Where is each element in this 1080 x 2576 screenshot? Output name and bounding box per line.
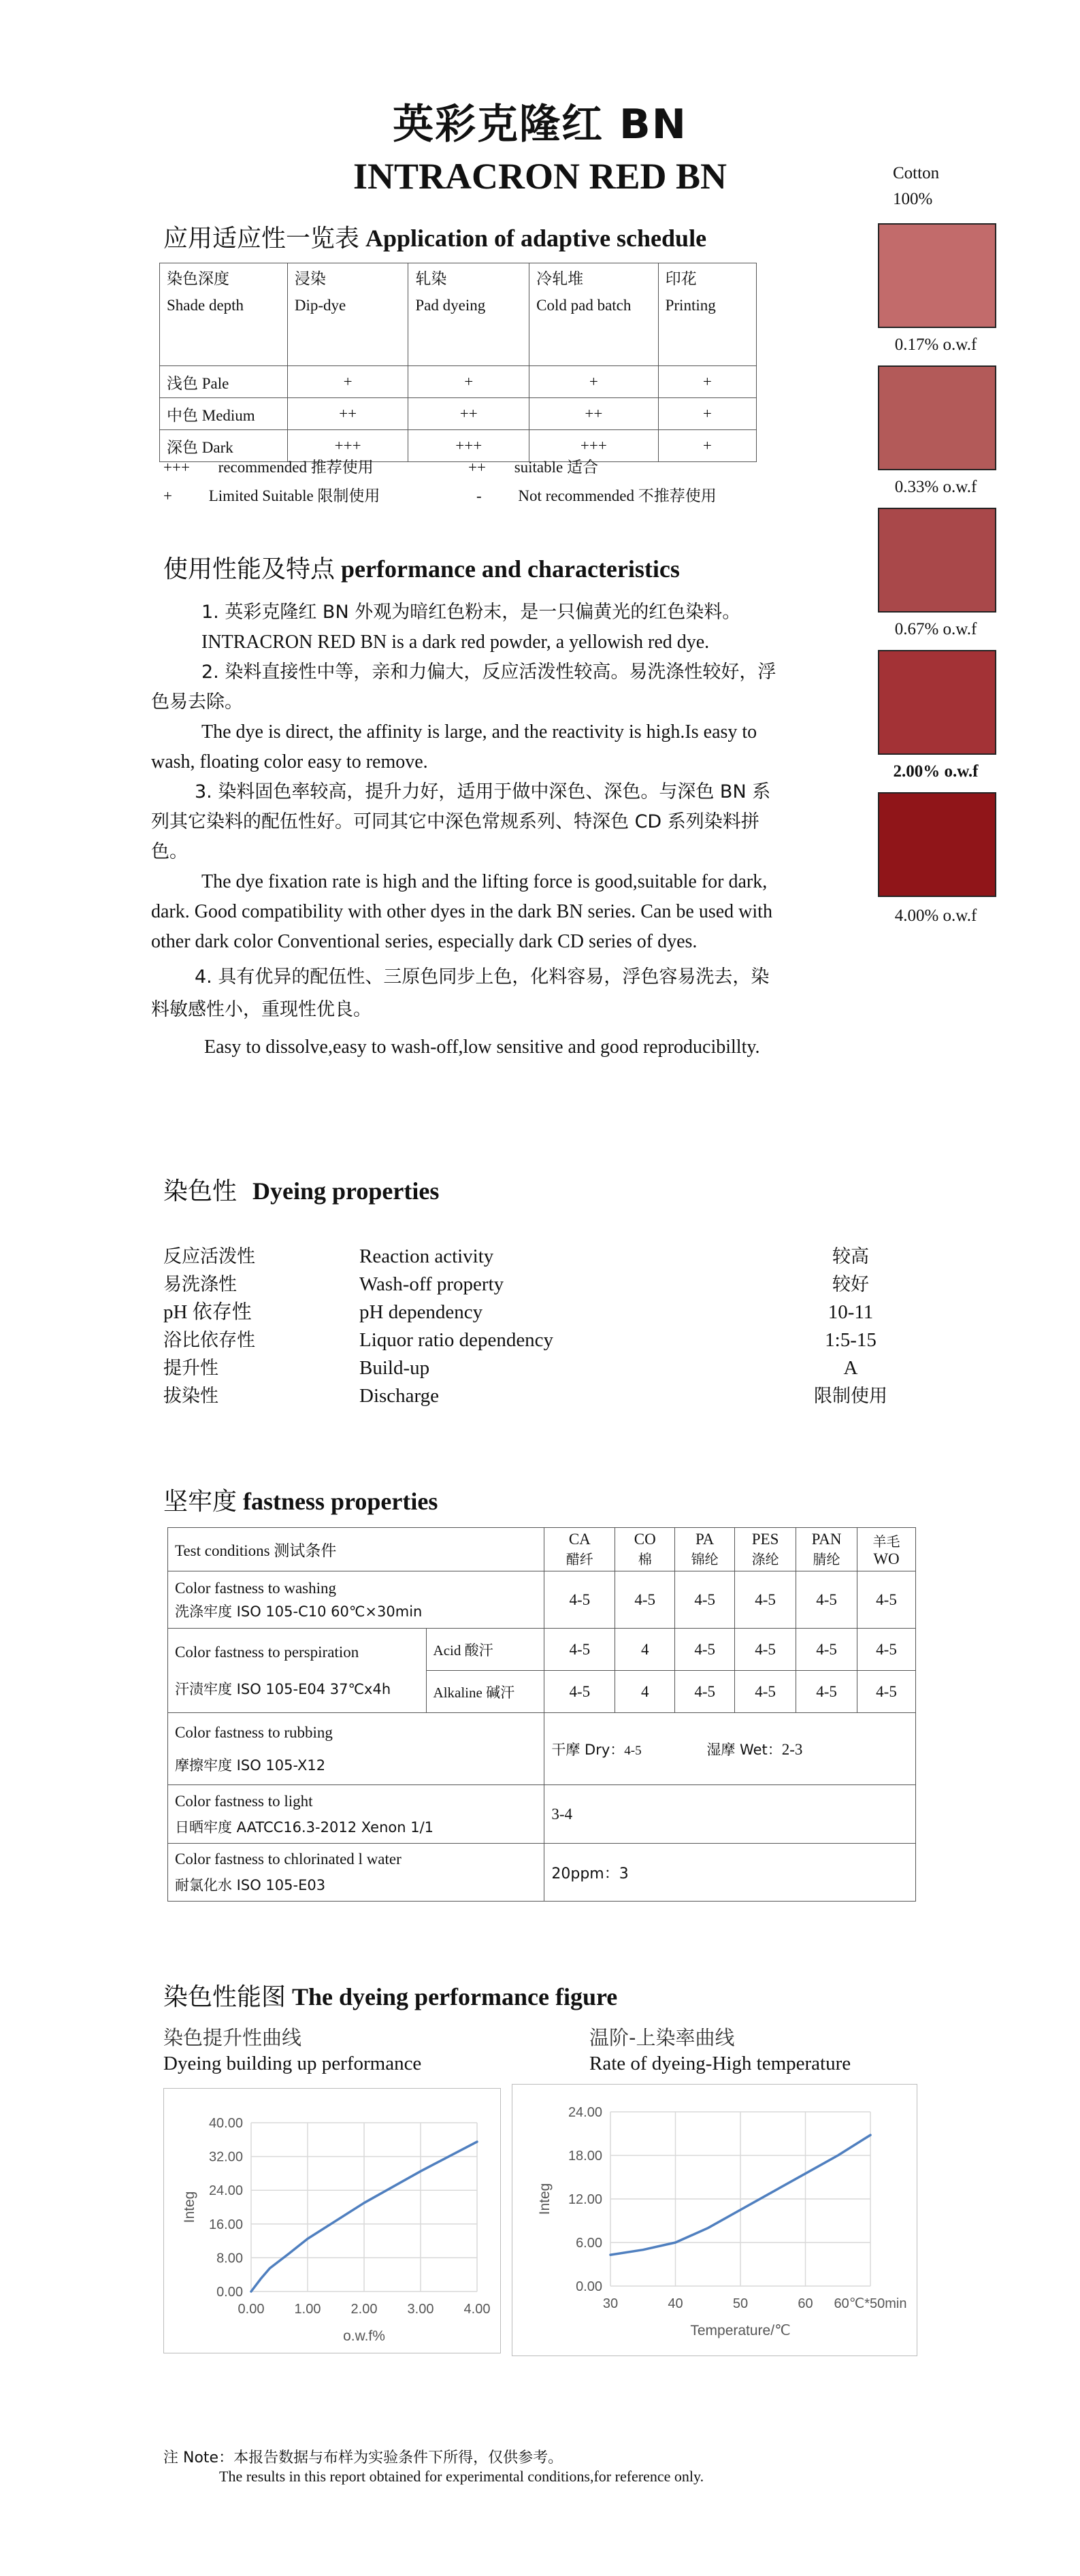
dyeing-row-value: 较好: [832, 1274, 869, 1295]
performance-p2-cn: 2. 染料直接性中等，亲和力偏大，反应活泼性较高。易洗涤性较好，浮色易去除。: [151, 662, 776, 713]
cell: 4: [615, 1671, 675, 1713]
col-en: Cold pad batch: [536, 297, 632, 314]
y-tick-label: 32.00: [208, 2149, 243, 2165]
x-tick-label: 60℃*50min: [834, 2296, 907, 2311]
x-tick-label: 30: [602, 2296, 619, 2311]
fastness-row-perspiration-acid: [168, 1629, 916, 1671]
col-shade-depth: [160, 263, 288, 366]
washing-cn: 洗涤牢度 ISO 105-C10 60℃×30min: [175, 1603, 423, 1620]
cell: ++: [529, 398, 658, 430]
legend-limited: [163, 483, 380, 506]
cell: 4-5: [675, 1571, 735, 1629]
dyeing-row-cn: 反应活泼性: [163, 1246, 255, 1267]
figure-heading-cn: 染色性能图: [163, 1983, 287, 2011]
table-row: [160, 398, 757, 430]
cell: +: [287, 366, 408, 398]
light-cn: 日晒牢度 AATCC16.3-2012 Xenon 1/1: [175, 1819, 434, 1836]
cell: 4: [615, 1629, 675, 1671]
cell: +++: [529, 430, 658, 462]
legend-suitable: [468, 455, 598, 477]
fiber-ca: [544, 1528, 615, 1571]
perspiration-cn: 汗渍牢度 ISO 105-E04 37℃x4h: [175, 1680, 391, 1697]
row-label: 浅色 Pale: [160, 366, 288, 398]
dyeing-heading: [163, 1172, 439, 1207]
washing-en: Color fastness to washing: [175, 1579, 337, 1597]
fiber-cn: 腈纶: [813, 1551, 840, 1567]
test-conditions-label: Test conditions 测试条件: [168, 1528, 544, 1571]
x-tick-label: 40: [668, 2296, 683, 2311]
cell: +: [529, 366, 658, 398]
right-chart-title-cn: 温阶-上染率曲线: [589, 2026, 735, 2049]
y-tick-label: 8.00: [216, 2251, 243, 2266]
col-en: Dip-dye: [294, 297, 346, 314]
cell: 4-5: [615, 1571, 675, 1629]
title-en: INTRACRON RED BN: [353, 156, 727, 197]
x-axis-label: o.w.f%: [343, 2328, 385, 2344]
alkaline-label: Alkaline 碱汗: [426, 1671, 544, 1713]
x-tick-label: 3.00: [407, 2302, 434, 2317]
temperature-chart: [512, 2085, 917, 2355]
fastness-heading: [163, 1482, 438, 1517]
x-axis-label: Temperature/℃: [690, 2323, 791, 2338]
swatch-header: [893, 161, 939, 212]
legend-text: Limited Suitable 限制使用: [208, 487, 380, 504]
wet-label: 湿摩 Wet：: [706, 1741, 782, 1758]
application-heading-cn: 应用适应性一览表: [163, 225, 360, 252]
y-tick-label: 0.00: [216, 2285, 243, 2300]
cell: 4-5: [675, 1629, 735, 1671]
building-up-chart-frame: [163, 2088, 501, 2353]
x-tick-label: 0.00: [238, 2302, 265, 2317]
dyeing-row: [163, 1271, 919, 1299]
cell: +++: [287, 430, 408, 462]
chlorinated-value: 20ppm：3: [544, 1844, 916, 1902]
dyeing-heading-en: Dyeing properties: [252, 1177, 440, 1205]
fiber-pes: [735, 1528, 796, 1571]
fiber-en: CO: [634, 1531, 656, 1548]
fastness-heading-cn: 坚牢度: [163, 1488, 238, 1516]
dyeing-row-value: 较高: [832, 1246, 869, 1267]
y-axis-label: Integ: [182, 2191, 197, 2223]
table-row: [160, 366, 757, 398]
right-chart-title-en: Rate of dyeing-High temperature: [589, 2053, 851, 2074]
rubbing-en: Color fastness to rubbing: [175, 1723, 333, 1741]
performance-p1-en: INTRACRON RED BN is a dark red powder, a yellowish red dye.: [201, 632, 710, 653]
fiber-pan: [796, 1528, 857, 1571]
legend-text: recommended 推荐使用: [218, 459, 374, 476]
y-tick-label: 40.00: [208, 2116, 243, 2131]
swatch-label-5: 4.00% o.w.f: [894, 907, 977, 925]
dyeing-row: [163, 1382, 919, 1410]
col-cold-pad-batch: [529, 263, 658, 366]
col-cn: 染色深度: [167, 270, 229, 288]
x-tick-label: 2.00: [350, 2302, 378, 2317]
col-cn: 印花: [665, 270, 697, 288]
cell: 4-5: [544, 1629, 615, 1671]
color-swatch-3: [878, 508, 996, 613]
cell: 4-5: [796, 1571, 857, 1629]
dyeing-heading-cn: 染色性: [163, 1177, 238, 1205]
dyeing-row-cn: 易洗涤性: [163, 1274, 237, 1295]
title-cn: 英彩克隆红 BN: [393, 101, 687, 148]
rubbing-values: [544, 1713, 916, 1785]
cell: 4-5: [735, 1629, 796, 1671]
performance-text: [151, 598, 777, 1064]
left-chart-title-en: Dyeing building up performance: [163, 2053, 422, 2074]
cell: 4-5: [735, 1671, 796, 1713]
light-value: 3-4: [544, 1785, 916, 1844]
dyeing-row-value: 限制使用: [814, 1386, 887, 1407]
fastness-row-light: [168, 1785, 916, 1844]
performance-heading-en: performance and characteristics: [341, 555, 680, 583]
dry-value: 4-5: [624, 1743, 642, 1758]
dyeing-row-cn: 浴比依存性: [163, 1330, 255, 1351]
fastness-table: [167, 1527, 916, 1902]
swatch-label-1: 0.17% o.w.f: [894, 336, 977, 354]
dyeing-row: [163, 1243, 919, 1271]
application-heading: [163, 219, 706, 254]
dyeing-row-cn: 拔染性: [163, 1386, 218, 1407]
fastness-row-washing: [168, 1571, 916, 1629]
cell: +: [658, 430, 756, 462]
chlorinated-en: Color fastness to chlorinated l water: [175, 1851, 402, 1868]
dyeing-row-value: 1:5-15: [825, 1329, 877, 1351]
swatch-label-3: 0.67% o.w.f: [894, 620, 977, 638]
wet-value: 2-3: [781, 1740, 803, 1758]
fastness-row-rubbing: [168, 1713, 916, 1785]
cell: ++: [408, 398, 529, 430]
cell: 4-5: [857, 1671, 916, 1713]
performance-p1-cn: 1. 英彩克隆红 BN 外观为暗红色粉末，是一只偏黄光的红色染料。: [201, 602, 741, 623]
application-table: [159, 263, 757, 462]
fiber-pa: [675, 1528, 735, 1571]
cell: +++: [408, 430, 529, 462]
y-tick-label: 6.00: [576, 2236, 602, 2251]
cell: 4-5: [735, 1571, 796, 1629]
cell: 4-5: [675, 1671, 735, 1713]
dyeing-row-en: Wash-off property: [359, 1273, 504, 1295]
color-swatch-4: [878, 650, 996, 755]
swatch-header-fabric: Cotton: [893, 164, 940, 182]
note-en: The results in this report obtained for experimental conditions,for reference only.: [219, 2468, 704, 2485]
cell: 4-5: [544, 1571, 615, 1629]
application-header-row: [160, 263, 757, 366]
dyeing-row: [163, 1326, 919, 1354]
dyeing-row-en: Discharge: [359, 1385, 440, 1407]
legend-symbol: +: [163, 487, 172, 504]
y-tick-label: 0.00: [576, 2279, 602, 2294]
fastness-row-chlorinated: [168, 1844, 916, 1902]
dyeing-row: [163, 1299, 919, 1326]
dyeing-row-value: A: [843, 1357, 858, 1379]
perspiration-en: Color fastness to perspiration: [175, 1643, 359, 1661]
col-en: Printing: [665, 297, 716, 314]
col-en: Shade depth: [167, 297, 244, 314]
legend-symbol: +++: [163, 459, 190, 476]
cell: 4-5: [544, 1671, 615, 1713]
col-cn: 冷轧堆: [536, 270, 584, 288]
cell: 4-5: [796, 1629, 857, 1671]
dyeing-row-cn: 提升性: [163, 1358, 218, 1379]
fastness-header-row: [168, 1528, 916, 1571]
col-cn: 浸染: [294, 270, 326, 288]
legend-text: suitable 适合: [514, 459, 598, 476]
fiber-cn: WO: [873, 1550, 900, 1567]
performance-p3-en: The dye fixation rate is high and the lifting force is good,suitable for dark, dark. Good compatibility with other dyes in the dark BN series. Can be used with other dark color Conventional series, especially dark CD series of dyes.: [151, 871, 772, 952]
dyeing-row-en: Build-up: [359, 1357, 430, 1379]
row-label: 深色 Dark: [160, 430, 288, 462]
legend-symbol: -: [476, 487, 482, 504]
performance-p3-cn: 3. 染料固色率较高，提升力好，适用于做中深色、深色。与深色 BN 系列其它染料的配伍性好。可同其它中深色常规系列、特深色 CD 系列染料拼色。: [151, 781, 771, 862]
dyeing-row-value: 10-11: [828, 1301, 874, 1323]
building-up-chart: [164, 2089, 500, 2353]
note-cn: 注 Note：本报告数据与布样为实验条件下所得，仅供参考。: [163, 2449, 563, 2466]
color-swatch-1: [878, 223, 996, 328]
dyeing-properties-list: [163, 1243, 919, 1410]
performance-p4-en: Easy to dissolve,easy to wash-off,low sensitive and good reproducibillty.: [204, 1037, 760, 1058]
legend-symbol: ++: [468, 459, 486, 476]
x-tick-label: 1.00: [294, 2302, 321, 2317]
col-en: Pad dyeing: [415, 297, 486, 314]
x-tick-label: 50: [732, 2296, 749, 2311]
fiber-en: PAN: [811, 1531, 842, 1548]
acid-label: Acid 酸汗: [426, 1629, 544, 1671]
swatch-header-percent: 100%: [893, 190, 933, 208]
fiber-en: CA: [568, 1531, 591, 1548]
y-tick-label: 16.00: [208, 2217, 243, 2232]
row-label: 中色 Medium: [160, 398, 288, 430]
application-heading-en: Application of adaptive schedule: [365, 225, 707, 252]
rubbing-cn: 摩擦牢度 ISO 105-X12: [175, 1757, 326, 1774]
y-axis-label: Integ: [537, 2183, 553, 2215]
performance-p4-cn: 4. 具有优异的配伍性、三原色同步上色，化料容易，浮色容易洗去，染料敏感性小，重现性优良。: [151, 966, 770, 1020]
figure-heading: [163, 1978, 617, 2012]
col-dip-dye: [287, 263, 408, 366]
swatch-label-4: 2.00% o.w.f: [893, 762, 979, 781]
fiber-en: PA: [696, 1531, 715, 1548]
fiber-co: [615, 1528, 675, 1571]
dyeing-row-cn: pH 依存性: [163, 1301, 252, 1323]
performance-p2-en: The dye is direct, the affinity is large, and the reactivity is high.Is easy to wash, floating color easy to remove.: [151, 721, 757, 772]
cell: +: [658, 366, 756, 398]
y-tick-label: 24.00: [568, 2105, 602, 2120]
figure-heading-en: The dyeing performance figure: [292, 1983, 618, 2010]
chlorinated-cn: 耐氯化水 ISO 105-E03: [175, 1877, 326, 1893]
color-swatch-2: [878, 365, 996, 470]
x-tick-label: 4.00: [463, 2302, 491, 2317]
cell: 4-5: [796, 1671, 857, 1713]
fiber-wo: [857, 1528, 916, 1571]
cell: +: [408, 366, 529, 398]
y-tick-label: 24.00: [208, 2183, 243, 2199]
fiber-cn: 涤纶: [751, 1551, 779, 1567]
col-pad-dyeing: [408, 263, 529, 366]
legend-text: Not recommended 不推荐使用: [518, 487, 717, 504]
fiber-cn: 锦纶: [691, 1551, 719, 1567]
col-printing: [658, 263, 756, 366]
fastness-heading-en: fastness properties: [243, 1488, 438, 1515]
y-tick-label: 18.00: [568, 2149, 602, 2164]
cell: +: [658, 398, 756, 430]
fiber-en: 羊毛: [872, 1533, 900, 1550]
performance-heading: [163, 550, 680, 585]
performance-heading-cn: 使用性能及特点: [163, 555, 336, 583]
swatch-label-2: 0.33% o.w.f: [894, 478, 977, 496]
dyeing-row-en: Liquor ratio dependency: [359, 1329, 554, 1351]
cell: 4-5: [857, 1629, 916, 1671]
cell: ++: [287, 398, 408, 430]
dry-label: 干摩 Dry：: [551, 1741, 625, 1758]
fiber-en: PES: [751, 1531, 779, 1548]
left-chart-title-cn: 染色提升性曲线: [163, 2026, 302, 2049]
fiber-cn: 醋纤: [566, 1551, 593, 1567]
cell: 4-5: [857, 1571, 916, 1629]
fiber-cn: 棉: [638, 1551, 652, 1567]
legend-recommended: [163, 455, 374, 477]
y-tick-label: 12.00: [568, 2192, 602, 2207]
temperature-chart-frame: [512, 2084, 917, 2356]
col-cn: 轧染: [415, 270, 447, 288]
x-tick-label: 60: [798, 2296, 813, 2311]
dyeing-row: [163, 1354, 919, 1382]
color-swatch-5: [878, 792, 996, 897]
dyeing-row-en: pH dependency: [359, 1301, 483, 1323]
light-en: Color fastness to light: [175, 1792, 313, 1810]
dyeing-row-en: Reaction activity: [359, 1245, 494, 1267]
legend-not-recommended: [476, 483, 717, 506]
